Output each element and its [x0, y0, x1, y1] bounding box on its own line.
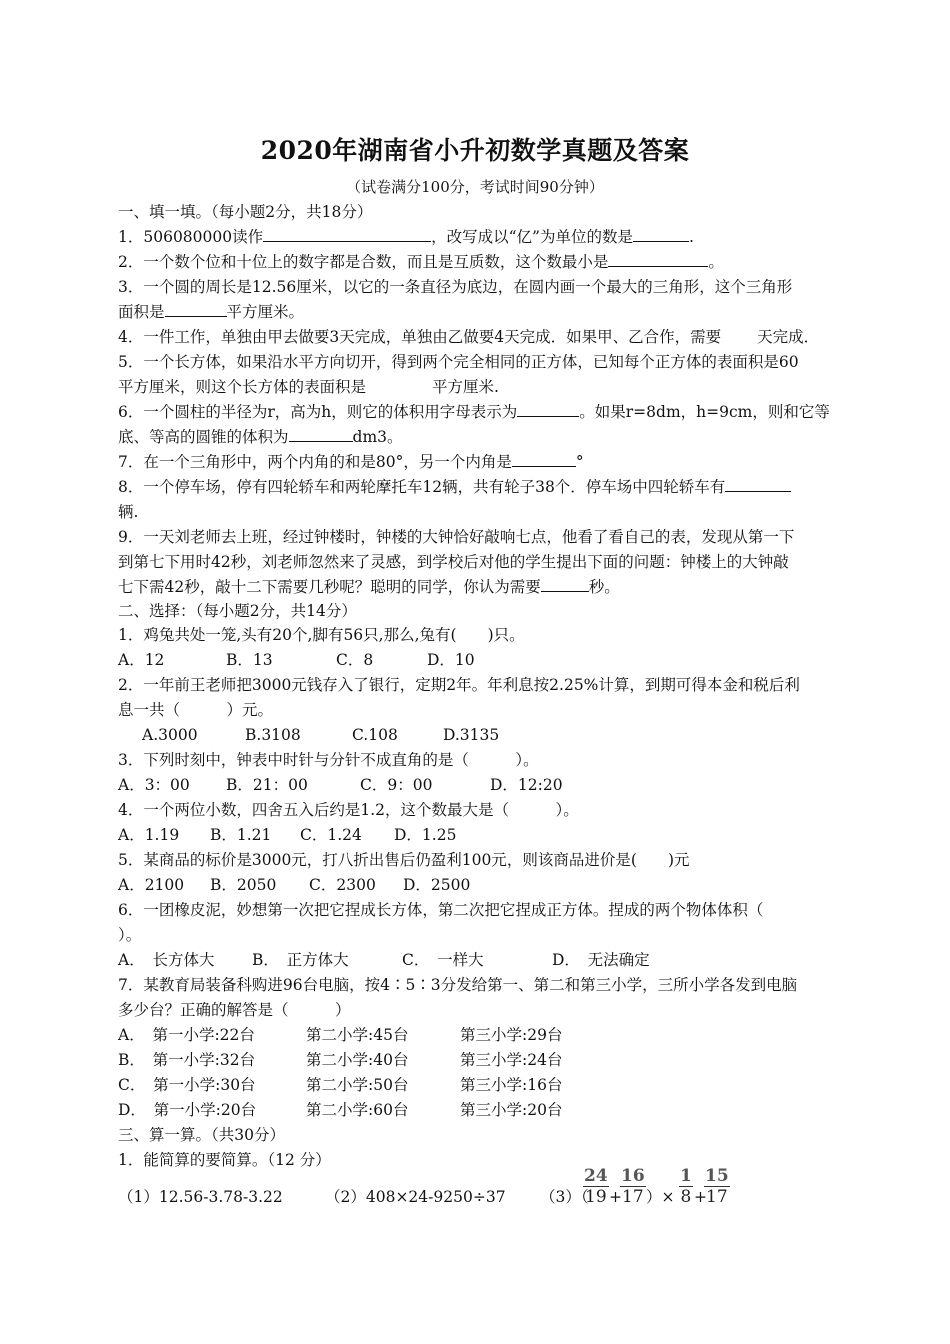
- s1-q2: 2．一个数个位和十位上的数字都是合数，而且是互质数，这个数最小是 。: [118, 253, 724, 271]
- option-a: A．1.19: [118, 826, 180, 844]
- s3-q1-expr-1: （1）12.56-3.78-3.22: [118, 1188, 283, 1206]
- option-c: C.108: [352, 726, 398, 744]
- s1-q4: 4．一件工作，单独由甲去做要3天完成，单独由乙做要4天完成．如果甲、乙合作，需要 天完成．: [118, 328, 820, 346]
- s1-q6-line1: 6．一个圆柱的半径为r，高为h，则它的体积用字母表示为 。如果r=8dm，h=9cm，则和它等: [118, 403, 830, 421]
- s1-q8-line2: 辆.: [118, 503, 139, 521]
- section-2-header: 二、选择：（每小题2分，共14分）: [118, 602, 357, 620]
- s2-q4-stem: 4．一个两位小数，四舍五入后约是1.2，这个数最大是（ ）。: [118, 801, 579, 819]
- option-c: C． 一样大: [402, 951, 484, 969]
- s2-q5-stem: 5．某商品的标价是3000元，打八折出售后仍盈利100元，则该商品进价是( )元: [118, 851, 690, 869]
- option-b: B．21：00: [226, 776, 308, 794]
- option-d: D.3135: [443, 726, 500, 744]
- s2-q7-line1: 7．某教育局装备科购进96台电脑，按4∶5∶3分发给第一、第二和第三小学，三所小学各发到电脑: [118, 976, 798, 994]
- s1-q9-line2: 到第七下用时42秒，刘老师忽然来了灵感，到学校后对他的学生提出下面的问题：钟楼上的大钟敲: [118, 553, 789, 571]
- option-d: D． 无法确定: [552, 951, 650, 969]
- option-c: C．9：00: [360, 776, 433, 794]
- s1-q5-line1: 5．一个长方体，如果沿水平方向切开，得到两个完全相同的正方体，已知每个正方体的表面积是60: [118, 353, 799, 371]
- fraction-16-17: $\frac{16}{17}$: [621, 1166, 645, 1207]
- fraction-24-19: $\frac{24}{19}$: [584, 1166, 608, 1207]
- option-a: A． 长方体大: [118, 951, 215, 969]
- answer-blank: [725, 476, 791, 492]
- answer-blank: [541, 576, 589, 592]
- s3-q1-expr-3-close: ）×: [646, 1188, 675, 1206]
- s1-q1: 1．506080000读作 ，改写成以“亿”为单位的数是 .: [118, 228, 694, 246]
- option-b: B.3108: [245, 726, 301, 744]
- s3-q1-expr-2: （2）408×24-9250÷37: [325, 1188, 506, 1206]
- option-a: A．3：00: [118, 776, 190, 794]
- s1-q8-line1: 8．一个停车场，停有四轮轿车和两轮摩托车12辆，共有轮子38个．停车场中四轮轿车有: [118, 476, 791, 498]
- s1-q5-line2: 平方厘米，则这个长方体的表面积是 平方厘米.: [118, 378, 499, 396]
- answer-blank: [608, 251, 708, 267]
- s2-q1-stem: 1．鸡兔共处一笼,头有20个,脚有56只,那么,兔有( )只。: [118, 626, 525, 644]
- option-d: D．12:20: [490, 776, 563, 794]
- s1-q6-line2: 底、等高的圆锥的体积为 dm3。: [118, 428, 403, 446]
- s2-q2-line1: 2．一年前王老师把3000元钱存入了银行，定期2年。年利息按2.25%计算，到期可得本金和税后利: [118, 676, 800, 694]
- option-b: B． 正方体大: [252, 951, 349, 969]
- option-c: C．8: [336, 651, 374, 669]
- s1-q9-line1: 9．一天刘老师去上班，经过钟楼时，钟楼的大钟恰好敲响七点，他看了看自己的表，发现从第一下: [118, 528, 795, 546]
- s1-q3-line2: 面积是 平方厘米。: [118, 303, 305, 321]
- answer-blank: [512, 451, 576, 467]
- s2-q3-stem: 3．下列时刻中，钟表中时针与分针不成直角的是（ ）。: [118, 751, 539, 769]
- answer-blank: [263, 226, 431, 242]
- s1-q9-line3: 七下需42秒，敲十二下需要几秒呢？聪明的同学，你认为需要 秒。: [118, 578, 620, 596]
- plus-sign: +: [694, 1188, 707, 1206]
- s2-q7-line2: 多少台？正确的解答是（ ）: [118, 1001, 351, 1019]
- answer-blank: [165, 301, 227, 317]
- s1-q7: 7．在一个三角形中，两个内角的和是80°，另一个内角是 °: [118, 453, 584, 471]
- s2-q6-line2: ）。: [118, 926, 142, 944]
- fraction-1-8: $\frac{1}{8}$: [680, 1166, 692, 1207]
- section-3-header: 三、算一算。（共30分）: [118, 1126, 285, 1144]
- s2-q6-line1: 6．一团橡皮泥，妙想第一次把它捏成长方体，第二次把它捏成正方体。捏成的两个物体体积（: [118, 901, 764, 919]
- option-a: A.3000: [142, 726, 198, 744]
- option-a: A．12: [118, 651, 165, 669]
- answer-blank: [517, 401, 579, 417]
- answer-blank: [633, 226, 689, 242]
- option-c: C．2300: [309, 876, 376, 894]
- page-subtitle: （试卷满分100分，考试时间90分钟）: [346, 178, 604, 196]
- s3-q1-expr-3-open: （3）（: [540, 1188, 589, 1206]
- option-d: D．2500: [403, 876, 471, 894]
- option-c: C．1.24: [300, 826, 362, 844]
- fraction-15-17: $\frac{15}{17}$: [705, 1166, 729, 1207]
- option-b: B．13: [226, 651, 273, 669]
- s3-q1-title: 1．能简算的要简算。（12 分）: [118, 1151, 331, 1169]
- answer-blank: [289, 426, 353, 442]
- option-b: B．1.21: [210, 826, 272, 844]
- option-d: D．1.25: [394, 826, 457, 844]
- page-title: 2020年湖南省小升初数学真题及答案: [260, 136, 690, 165]
- s2-q2-line2: 息一共（ ）元。: [118, 701, 274, 719]
- option-d: D．10: [427, 651, 475, 669]
- option-b: B．2050: [210, 876, 277, 894]
- section-1-header: 一、填一填。（每小题2分，共18分）: [118, 203, 373, 221]
- exam-page: 2020年湖南省小升初数学真题及答案 （试卷满分100分，考试时间90分钟） 一、填一填。（每小题2分，共18分） 1．506080000读作 ，改写成以“亿”为单位的数是 . 2．一个数个位和十位上的数字都是合数，而且是互质数，这个数最小是 。 3．一个圆的周长是12.56厘米，以它的一条直径为底边，在圆内画一个最大的三角形，这个三角形 面积是 平方厘米。 4．一件工作，单独由甲去做要3天完成，单独由乙做要4天完成．如果甲、乙合作，需要 天完成． 5．一个长方体，如果沿水平方向切开，得到两个完全相同的正方体，已知每个正方体的表面积是60 平方厘米，则这个长方体的表面积是 平方厘米. 6．一个圆柱的半径为r，高为h，则它的体积用字母表示为 。如果r=8dm，h=9cm，则和它等 底、等高的圆锥的体积为 dm3。 7．在一个三角形中，两个内角的和是80°，另一个内角是 ° 8．一个停车场，停有四轮轿车和两轮摩托车12辆，共有轮子38个．停车场中四轮轿车有 辆. 9．一天刘老师去上班，经过钟楼时，钟楼的大钟恰好敲响七点，他看了看自己的表，发现从第一下 到第七下用时42秒，刘老师忽然来了灵感，到学校后对他的学生提出下面的问题：钟楼上的大钟敲 七下需42秒，敲十二下需要几秒呢？聪明的同学，你认为需要 秒。 二、选择：（每小题2分，共14分） 1．鸡兔共处一笼,头有20个,脚有56只,那么,兔有( )只。 A．12 B．13 C．8 D．10 2．一年前王老师把3000元钱存入了银行，定期2年。年利息按2.25%计算，到期可得本金和税后利 息一共（ ）元。 A.3000 B.3108 C.108 D.3135 3．下列时刻中，钟表中时针与分针不成直角的是（ ）。 A．3：00 B．21：00 C．9：00 D．12:20 4．一个两位小数，四舍五入后约是1.2，这个数最大是（ ）。 A．1.19 B．1.21 C．1.24 D．1.25 5．某商品的标价是3000元，打八折出售后仍盈利100元，则该商品进价是( )元 A．2100 B．2050 C．2300 D．2500 6．一团橡皮泥，妙想第一次把它捏成长方体，第二次把它捏成正方体。捏成的两个物体体积（ ）。 A． 长方体大 B． 正方体大 C． 一样大 D． 无法确定 7．某教育局装备科购进96台电脑，按4∶5∶3分发给第一、第二和第三小学，三所小学各发到电脑 多少台？正确的解答是（ ） A． 第一小学:22台 第二小学:45台 第三小学:29台 B． 第一小学:32台 第二小学:40台 第三小学:24台 C． 第一小学:30台 第二小学:50台 第三小学:16台 D． 第一小学:20台 第二小学:60台 第三小学:20台 三、算一算。（共30分） 1．能简算的要简算。（12 分） （1）12.56-3.78-3.22 （2）408×24-9250÷37 （3）（ $\frac{24}{19}$ + $\frac{16}{17}$ ）× $\frac{1}{8}$ + $\frac{15}{17}$: [0, 0, 950, 1344]
- option-a: A．2100: [118, 876, 185, 894]
- s1-q3-line1: 3．一个圆的周长是12.56厘米，以它的一条直径为底边，在圆内画一个最大的三角形，这个三角形: [118, 278, 793, 296]
- plus-sign: +: [609, 1188, 622, 1206]
